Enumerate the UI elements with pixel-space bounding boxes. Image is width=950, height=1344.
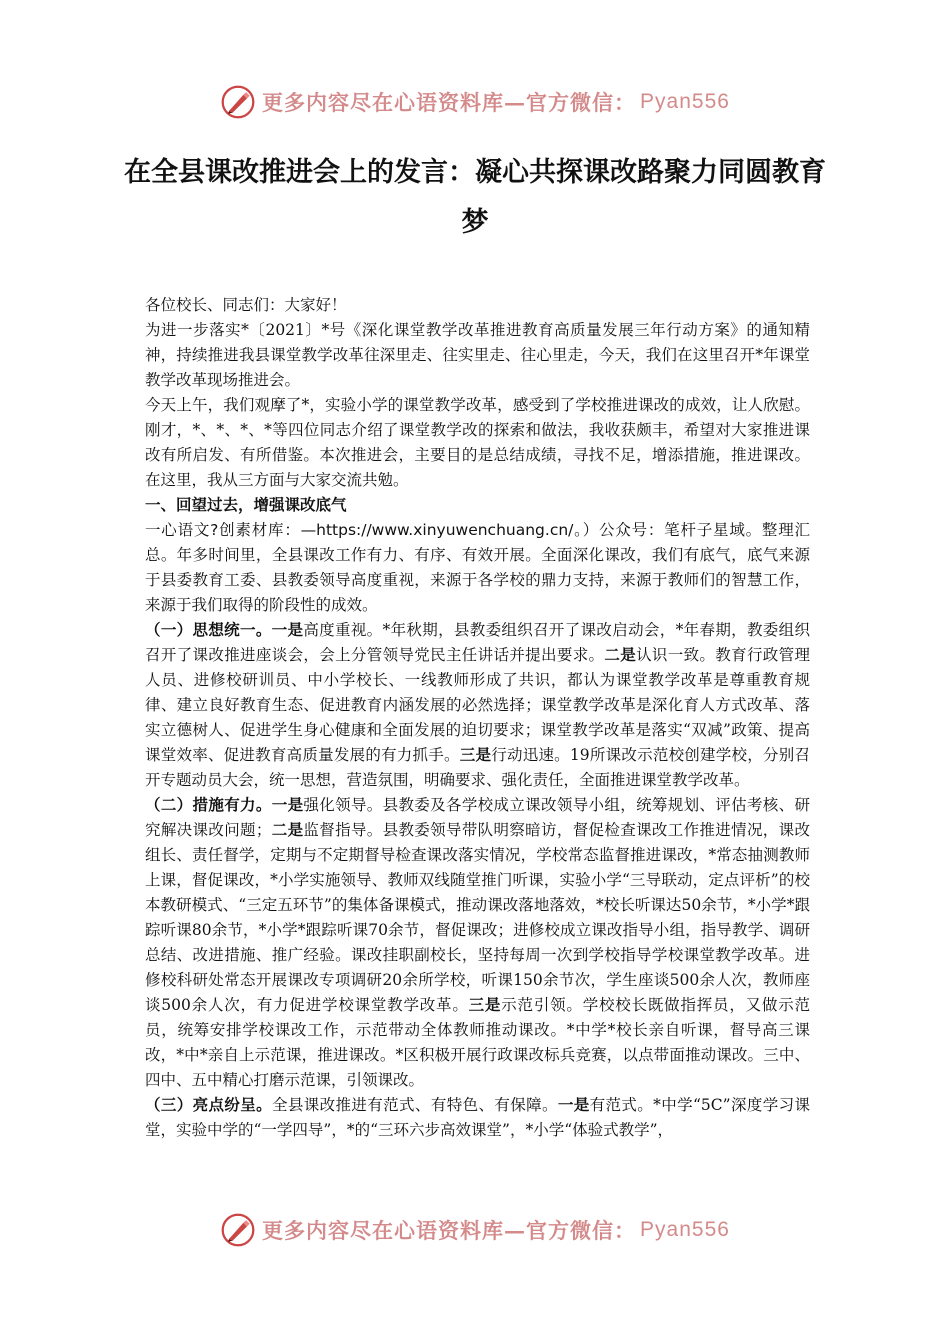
- point-text: 全县课改推进有范式、有特色、有保障。: [272, 1096, 558, 1114]
- point-marker: 一是: [271, 621, 304, 639]
- point-marker: 三是: [459, 746, 492, 764]
- paragraph-lead: （三）亮点纷呈。: [145, 1096, 273, 1114]
- point-text: 认识一致。教育行政管理人员、进修校研训员、中小学校长、一线教师形成了共识，都认为课堂教学改革是尊重教育规律、建立良好教育生态、促进教育内涵发展的必然选择；课堂教学改革是深化育人方式改革、落实立德树人、促进学生身心健康和全面发展的迫切要求；课堂教学改革是落实“双减”政策、提高课堂效率、促进教育高质量发展的有力抓手。: [145, 646, 810, 764]
- point-marker: 二是: [604, 646, 637, 664]
- banner-text: 更多内容尽在心语资料库—官方微信：: [262, 1218, 637, 1243]
- paragraph-lead: （一）思想统一。: [145, 621, 272, 639]
- header-banner: [0, 82, 950, 122]
- intro-paragraph-1: 为进一步落实*〔2021〕*号《深化课堂教学改革推进教育高质量发展三年行动方案》的通知精神，持续推进我县课堂教学改革往深里走、往实里走、往心里走，今天，我们在这里召开*年课堂教学改革现场推进会。: [145, 321, 810, 389]
- point-text: 监督指导。县教委领导带队明察暗访，督促检查课改工作推进情况，课改组长、责任督学，定期与不定期督导检查课改落实情况，学校常态监督推进课改，*常态抽测教师上课，督促课改，*小学实施领导、教师双线随堂推门听课，实验小学“三导联动，定点评析”的校本教研模式、“三定五环节”的集体备课模式，推动课改落地落效，*校长听课达50余节，*小学*跟踪听课80余节，*小学*跟踪听课70余节，督促课改；进修校成立课改指导小组，指导教学、调研总结、改进措施、推广经验。课改挂职副校长，坚持每周一次到学校指导学校课堂教学改革。进修校科研处常态开展课改专项调研20余所学校，听课150余节次，学生座谈500余人次，教师座谈500余人次，有力促进学校课堂教学改革。: [145, 821, 810, 1014]
- point-marker: 三是: [468, 996, 502, 1014]
- pen-logo-icon: [220, 1212, 256, 1248]
- point-text: 示范引领。学校校长既做指挥员，又做示范员，统筹安排学校课改工作，示范带动全体教师推动课改。*中学*校长亲自听课，督导高三课改，*中*亲自上示范课，推进课改。*区积极开展行政课改标兵竞赛，以点带面推动课改。三中、四中、五中精心打磨示范课，引领课改。: [145, 996, 810, 1089]
- banner-wechat-id: Pyan556: [640, 1218, 730, 1241]
- point-text: 行动迅速。19所课改示范校创建学校，分别召开专题动员大会，统一思想，营造氛围，明确要求、强化责任，全面推进课堂教学改革。: [145, 746, 810, 789]
- point-text: 有范式。*中学“5C”深度学习课堂，实验中学的“一学四导”，*的“三环六步高效课堂”，*小学“体验式教学”，: [145, 1096, 810, 1139]
- page-title: 在全县课改推进会上的发言：凝心共探课改路聚力同圆教育梦: [124, 157, 826, 238]
- point-marker: 一是: [271, 796, 304, 814]
- point-text: 强化领导。县教委及各学校成立课改领导小组，统筹规划、评估考核、研究解决课改问题；: [145, 796, 810, 839]
- paragraph-highlights: [145, 1093, 810, 1143]
- footer-banner: [0, 1210, 950, 1250]
- point-text: 高度重视。*年秋期，县教委组织召开了课改启动会，*年春期，教委组织召开了课改推进座谈会，会上分管领导党民主任讲话并提出要求。: [145, 621, 810, 664]
- banner-text: 更多内容尽在心语资料库—官方微信：: [262, 90, 637, 115]
- document-body: [145, 293, 810, 1143]
- paragraph-strong-measures: [145, 793, 810, 1093]
- pen-logo-icon: [220, 84, 256, 120]
- point-marker: 一是: [557, 1096, 590, 1114]
- banner-wechat-id: Pyan556: [640, 90, 730, 113]
- greeting: 各位校长、同志们：大家好！: [145, 296, 347, 314]
- intro-paragraph-2: 今天上午，我们观摩了*，实验小学的课堂教学改革，感受到了学校推进课改的成效，让人欣慰。刚才，*、*、*、*等四位同志介绍了课堂教学改的探索和做法，我收获颇丰，希望对大家推进课改有所启发、有所借鉴。本次推进会，主要目的是总结成绩，寻找不足，增添措施，推进课改。在这里，我从三方面与大家交流共勉。: [145, 396, 810, 489]
- paragraph-thought-unity: [145, 618, 810, 793]
- section-1-paragraph: 一心语文?创素材库：—https://www.xinyuwenchuang.cn/。）公众号：笔杆子星域。整理汇总。年多时间里，全县课改工作有力、有序、有效开展。全面深化课改，我们有底气，底气来源于县委教育工委、县教委领导高度重视，来源于各学校的鼎力支持，来源于教师们的智慧工作，来源于我们取得的阶段性的成效。: [145, 521, 810, 614]
- point-marker: 二是: [271, 821, 304, 839]
- section-heading-1: 一、回望过去，增强课改底气: [145, 496, 347, 514]
- paragraph-lead: （二）措施有力。: [145, 796, 272, 814]
